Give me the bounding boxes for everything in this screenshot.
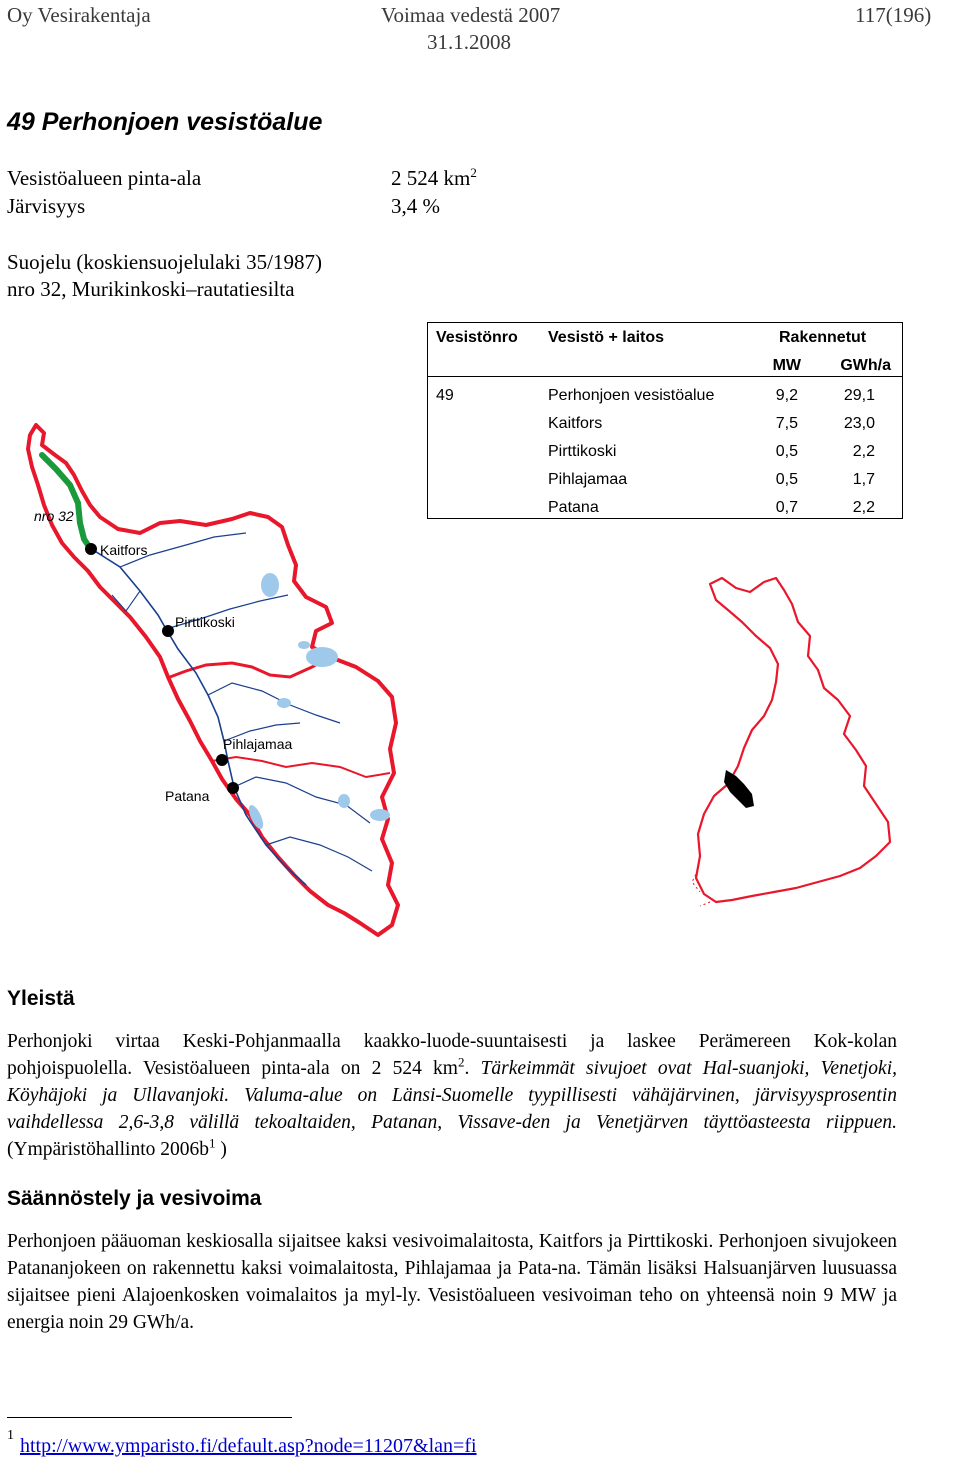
col-header-gwh: GWh/a [840,357,891,374]
table-cell-mw: 0,5 [775,471,798,488]
sub-basin-divide [212,757,390,777]
lake [298,641,310,649]
table-cell-gwh: 1,7 [852,471,875,488]
lake [261,573,279,597]
table-cell-gwh: 2,2 [852,499,875,516]
sub-basin-divide [170,657,330,677]
general-paragraph: Perhonjoki virtaa Keski-Pohjanmaalla kaakko-luode-suuntaisesti ja laskee Perämereen Kok-kolan pohjoispuolella. Vesistöalueen pinta-ala on 2 524 $km^2$. Tärkeimmät sivujoet ovat Hal-suanjoki, Venetjoki, Köyhäjoki ja Ullavanjoki. Valuma-alue on Länsi-Suomelle tyypillisesti vähäjärvinen, järvisyysprosentin vaihdellessa 2,6-3,8 välillä tekoaltaiden, Patanan, Vissave-den ja Venetjärven täyttöasteesta riippuen. (Ympäristöhallinto $2006b^1$ ) [7,1031,897,1160]
table-cell-name: Pihlajamaa [548,471,628,488]
protection-line2: nro 32, Murikinkoski–rautatiesilta [7,277,295,301]
tributary-river [208,683,340,723]
table-cell-gwh: 2,2 [852,443,875,460]
map-label-pihlajamaa: Pihlajamaa [223,736,293,752]
protection-line1: Suojelu (koskiensuojelulaki 35/1987) [7,250,322,274]
power-plant-table [427,322,903,519]
lake [306,647,338,667]
header-page: 117(196) [855,3,932,27]
lake [277,698,291,708]
header-report: Voimaa vedestä 2007 [381,3,561,27]
col-header-built: Rakennetut [779,329,867,346]
col-header-mw: MW [772,357,801,374]
lake [370,809,390,821]
table-cell-mw: 7,5 [775,415,798,432]
plant-marker-patana [227,782,239,794]
table-cell-name: Pirttikoski [548,443,617,460]
table-cell-name: Patana [548,499,599,516]
fact-area-value: 2 524 $km^2$ [391,165,477,190]
table-cell-mw: 9,2 [775,387,798,404]
fact-area-label: Vesistöalueen pinta-ala [7,166,202,190]
table-cell-gwh: 29,1 [843,387,875,404]
section-heading-general: Yleistä [7,987,75,1010]
fact-lake-value: 3,4 % [391,194,440,218]
catchment-boundary [28,425,398,935]
table-cell-mw: 0,7 [775,499,798,516]
footnote-number: 1 [7,1428,14,1443]
regulation-paragraph: Perhonjoen pääuoman keskiosalla sijaitsee kaksi vesivoimalaitosta, Kaitfors ja Pirttikoski. Perhonjoen sivujokeen Patananjokeen on rakennettu kaksi voimalaitosta, Pihlajamaa ja Pata-na. Tämän lisäksi Halsuanjärven luusuassa sijaitsee pieni Alajoenkosken voimalaitos ja myl-ly. Vesistöalueen vesivoiman teho on yhteensä noin 9 MW ja energia noin 29 GWh/a. [7,1231,897,1333]
map-label-kaitfors: Kaitfors [100,542,148,558]
map-label-nro32: nro 32 [34,508,74,524]
footnote-link[interactable]: http://www.ymparisto.fi/default.asp?node=11207&lan=fi [20,1435,477,1457]
tributary-river [266,837,372,871]
table-cell-name: Perhonjoen vesistöalue [548,387,715,404]
finland-outline [696,578,890,902]
header-date: 31.1.2008 [427,30,511,54]
footnote-rule [7,1417,292,1418]
plant-marker-pirttikoski [162,625,174,637]
table-cell-number: 49 [436,387,454,404]
map-label-pirttikoski: Pirttikoski [175,614,235,630]
plant-marker-kaitfors [85,543,97,555]
plant-marker-pihlajamaa [216,754,228,766]
catchment-highlight [724,770,754,808]
header-company: Oy Vesirakentaja [7,3,151,27]
col-header-number: Vesistönro [436,329,518,346]
protected-reach-nro32 [42,455,90,548]
table-cell-mw: 0,5 [775,443,798,460]
map-label-patana: Patana [165,788,210,804]
col-header-name: Vesistö + laitos [548,329,665,346]
page-title: 49 Perhonjoen vesistöalue [7,108,323,136]
fact-lake-label: Järvisyys [7,194,86,218]
section-heading-regulation: Säännöstely ja vesivoima [7,1187,262,1210]
catchment-map [0,405,425,960]
lake [338,794,350,808]
table-cell-gwh: 23,0 [843,415,875,432]
table-divider [428,376,902,377]
table-cell-name: Kaitfors [548,415,603,432]
finland-location-map [680,570,910,910]
